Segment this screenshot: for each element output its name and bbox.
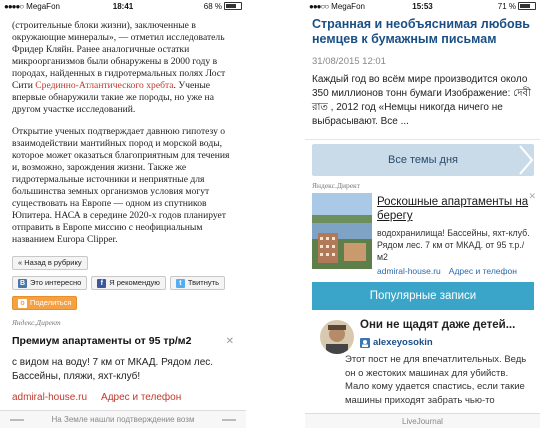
back-to-rubric-button[interactable]: « Назад в рубрику	[12, 256, 88, 270]
ad-text: с видом на воду! 7 км от МКАД. Рядом лес. Бассейны, пляжи, яхт-клуб!	[12, 357, 214, 382]
article-date: 31/08/2015 12:01	[312, 56, 386, 67]
article-body	[12, 14, 234, 316]
clock: 15:53	[412, 2, 433, 11]
status-bar	[0, 0, 246, 14]
inline-link[interactable]: Срединно-Атлантического хребта	[35, 80, 174, 91]
yandex-direct-ad	[377, 195, 534, 276]
avatar[interactable]	[320, 320, 354, 354]
battery-icon	[224, 2, 242, 10]
carrier-name: MegaFon	[331, 2, 365, 11]
odnoklassniki-icon: о	[18, 299, 27, 308]
left-phone-screen	[0, 0, 246, 428]
post-title[interactable]: Они не щадят даже детей...	[360, 319, 516, 331]
right-phone-screen	[305, 0, 540, 428]
ad-label: Яндекс.Директ	[312, 181, 360, 190]
vk-share-button[interactable]: В Это интересно	[12, 276, 87, 290]
status-bar	[305, 0, 540, 14]
close-icon[interactable]: ✕	[225, 336, 234, 347]
share-row-2	[12, 296, 234, 310]
article-excerpt[interactable]: Каждый год во всём мире производится около 350 миллионов тонн бумаги Изображение: দেবী রাত , 2012 год «Немцы никогда ничего не выбрасывают. Все ...	[312, 74, 531, 127]
battery-percent: 71 %	[497, 2, 516, 11]
twitter-icon: t	[176, 279, 185, 288]
battery-percent: 68 %	[203, 2, 222, 11]
ad-image[interactable]	[312, 193, 372, 269]
divider	[305, 139, 540, 140]
vk-icon: В	[19, 279, 26, 287]
ad-site-link[interactable]: admiral-house.ru	[12, 392, 88, 403]
ad-label: Яндекс.Директ	[12, 318, 61, 327]
ad-title[interactable]: Премиум апартаменты от 95 тр/м2	[12, 335, 192, 347]
post-author: alexeyosokin	[373, 337, 433, 348]
ad-text: водохранилища! Бассейны, яхт-клуб. Рядом лес. 7 км от МКАД. от 95 т.р./м2	[377, 228, 530, 262]
article-paragraph: (строительные блоки жизни), заключенные в окружающие минералы», — отметил исследователь Фридер Кляйн. Ранее аналогичные остатки микроорганизмов были обнаружены в 2000 году в породах, найденных в гидротермальных полях Лост Сити Срединно-Атлантического хребта. Ученые впервые обнаружили такие же породы, но уже на другом участке исследований.	[12, 20, 226, 115]
chevron-right-icon	[516, 144, 534, 176]
twitter-share-button[interactable]: t Твитнуть	[170, 276, 225, 290]
all-themes-button[interactable]: Все темы дня	[312, 144, 534, 176]
ad-address-link[interactable]: Адрес и телефон	[101, 392, 182, 403]
ad-address-link[interactable]: Адрес и телефон	[448, 266, 517, 276]
signal-icon: ●●●●○	[4, 2, 24, 11]
yandex-direct-ad	[12, 318, 234, 403]
bottom-bar[interactable]: LiveJournal	[305, 413, 540, 428]
ad-title[interactable]: Роскошные апартаменты на берегу	[377, 196, 529, 222]
signal-icon: ●●●○○	[309, 2, 329, 11]
ad-site-link[interactable]: admiral-house.ru	[377, 266, 441, 276]
clock: 18:41	[112, 2, 134, 11]
facebook-icon: f	[97, 279, 106, 288]
close-icon[interactable]: ✕	[528, 191, 536, 201]
post-text: Этот пост не для впечатлительных. Ведь он о жестоких машинах для убийств. Мало кому удается спастись, если такие машины приходят забрать чью-то	[345, 354, 527, 406]
article-title[interactable]: Странная и необъяснимая любовь немцев к бумажным письмам	[312, 17, 530, 46]
popular-posts-header: Популярные записи	[312, 282, 534, 310]
article-paragraph: Открытие ученых подтверждает давнюю гипотезу о взаимодействии мантийных пород и морской воды, которое может оказаться благоприятным для течения и, возможно, зарождения жизни. Также же гидротермальные источники и неприятные для большинства земных организмов условия могут существовать на Европе — одном из спутников Юпитера. НАСА в середине 2020-х годов планирует отправить в Европе миссию с неофициальным названием Europa Clipper.	[12, 126, 230, 245]
odnoklassniki-share-button[interactable]: о Поделиться	[12, 296, 77, 310]
carrier-name: MegaFon	[26, 2, 60, 11]
battery-icon	[518, 2, 536, 10]
back-row	[12, 256, 234, 270]
bottom-bar[interactable]: На Земле нашли подтверждение возм	[0, 410, 246, 428]
share-row	[12, 276, 234, 290]
facebook-share-button[interactable]: f Я рекомендую	[91, 276, 166, 290]
user-icon	[360, 338, 370, 348]
